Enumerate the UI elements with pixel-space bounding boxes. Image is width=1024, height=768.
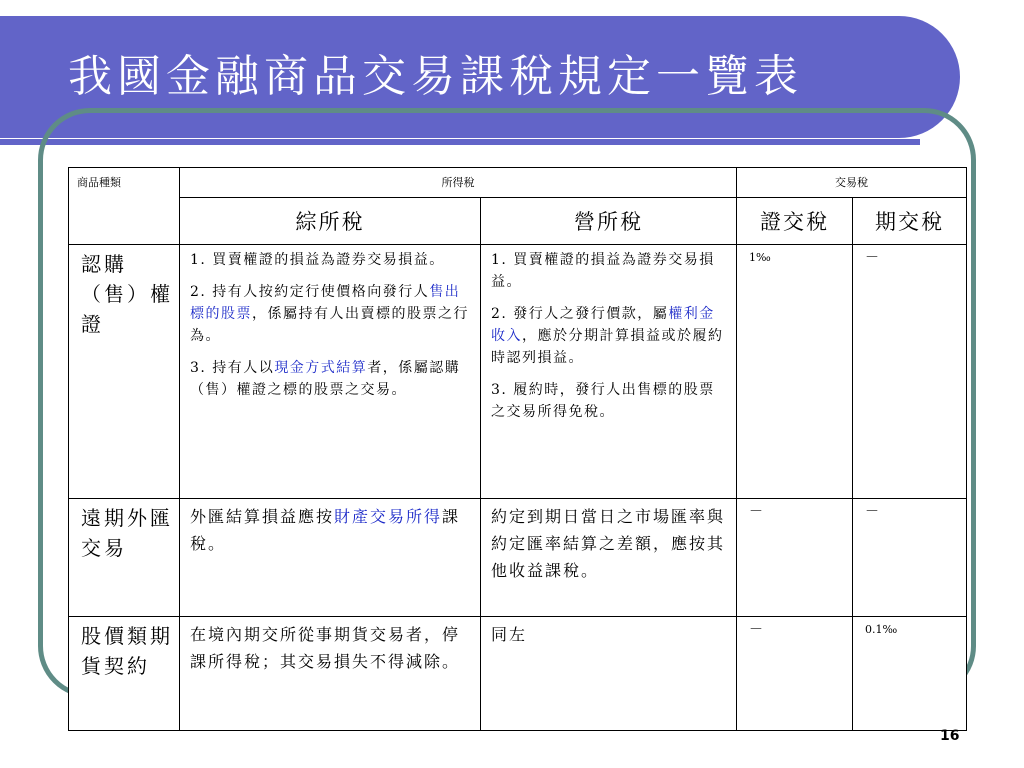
row-label: 認購（售）權證: [69, 245, 180, 499]
individual-tax-cell: 在境內期交所從事期貨交易者，停課所得稅；其交易損失不得減除。: [180, 617, 481, 731]
rule-item: 2. 發行人之發行價款，屬權利金收入，應於分期計算損益或於履約時認列損益。: [491, 306, 724, 366]
futures-tax-value: －: [853, 499, 967, 617]
individual-tax-cell: 外匯結算損益應按財產交易所得課稅。: [180, 499, 481, 617]
corporate-tax-cell: 同左: [481, 617, 737, 731]
table-row-forward-fx: [69, 499, 967, 617]
table-row-warrants: [69, 245, 967, 499]
futures-tax-value: 0.1‰: [853, 617, 967, 731]
highlight-text: 權利金收入: [491, 306, 715, 344]
header-corporate-income-tax: 營所稅: [481, 198, 737, 245]
header-transaction-tax: 交易稅: [737, 168, 967, 198]
page-title: 我國金融商品交易課稅規定一覽表: [68, 51, 803, 102]
header-futures-transaction-tax: 期交稅: [853, 198, 967, 245]
header-row-2: [69, 198, 967, 245]
table-row-stock-futures: [69, 617, 967, 731]
rule-item: 1. 買賣權證的損益為證券交易損益。: [190, 252, 445, 268]
rule-item: 3. 履約時，發行人出售標的股票之交易所得免稅。: [491, 382, 715, 420]
futures-tax-value: －: [853, 245, 967, 499]
highlight-text: 售出標的股票: [190, 284, 461, 322]
rule-item: 1. 買賣權證的損益為證券交易損益。: [491, 252, 715, 290]
tax-table: [68, 167, 967, 731]
highlight-text: 現金方式結算: [274, 360, 368, 376]
securities-tax-value: 1‰: [737, 245, 853, 499]
header-product-type: 商品種類: [69, 168, 180, 245]
securities-tax-value: －: [737, 499, 853, 617]
corporate-tax-cell: [481, 245, 737, 499]
securities-tax-value: －: [737, 617, 853, 731]
highlight-text: 財產交易所得: [334, 507, 443, 526]
header-row-1: [69, 168, 967, 198]
page-number: 16: [940, 728, 960, 744]
row-label: 股價類期貨契約: [69, 617, 180, 731]
header-income-tax: 所得稅: [180, 168, 737, 198]
row-label: 遠期外匯交易: [69, 499, 180, 617]
corporate-tax-cell: 約定到期日當日之市場匯率與約定匯率結算之差額，應按其他收益課稅。: [481, 499, 737, 617]
individual-tax-cell: [180, 245, 481, 499]
rule-item: 2. 持有人按約定行使價格向發行人售出標的股票，係屬持有人出賣標的股票之行為。: [190, 284, 469, 344]
header-securities-transaction-tax: 證交稅: [737, 198, 853, 245]
rule-item: 3. 持有人以現金方式結算者，係屬認購（售）權證之標的股票之交易。: [190, 360, 461, 398]
header-individual-income-tax: 綜所稅: [180, 198, 481, 245]
